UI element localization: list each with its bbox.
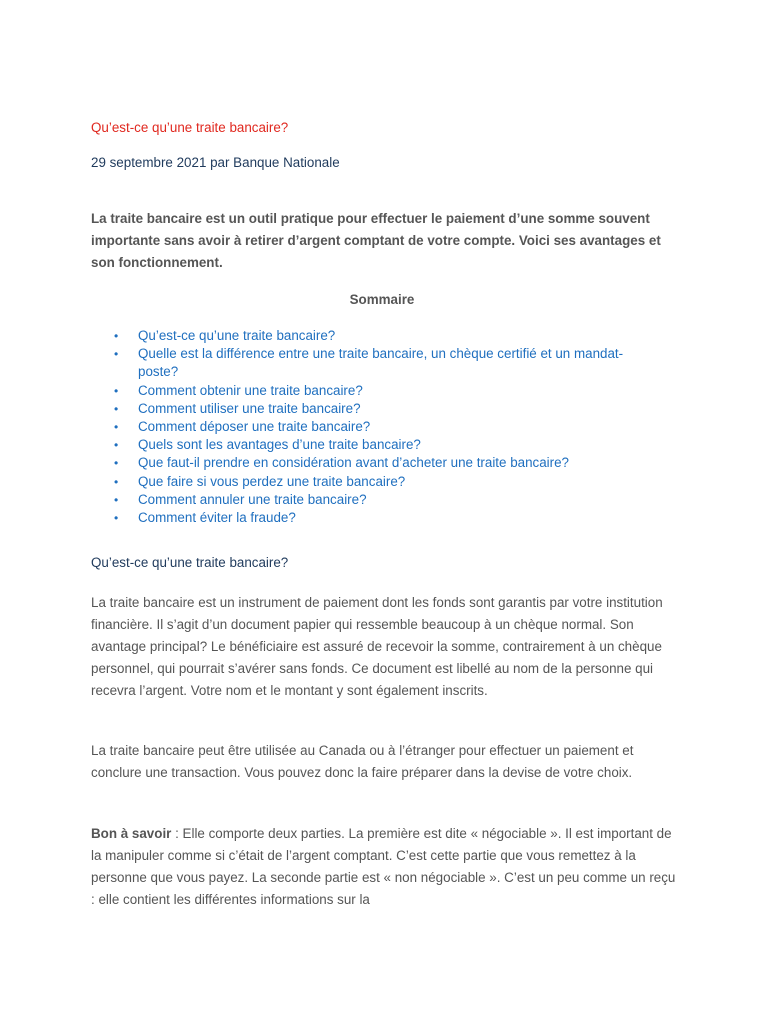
good-to-know-label: Bon à savoir	[91, 826, 172, 841]
toc-item	[91, 400, 651, 418]
toc-link[interactable]: Que faut-il prendre en considération avant d’acheter une traite bancaire?	[138, 455, 570, 471]
body-paragraph-3	[91, 823, 681, 911]
bullet-icon: •	[114, 456, 119, 471]
toc-item	[91, 436, 651, 454]
toc-link[interactable]: Comment obtenir une traite bancaire?	[138, 382, 363, 398]
bullet-icon: •	[114, 492, 119, 507]
body-paragraph-1: La traite bancaire est un instrument de paiement dont les fonds sont garantis par votre institution financière. Il s’agit d’un document papier qui ressemble beaucoup à un chèque normal. Son avantage principal? Le bénéficiaire est assuré de recevoir la somme, contrairement à un chèque personnel, qui pourrait s’avérer sans fonds. Ce document est libellé au nom de la personne qui recevra l’argent. Votre nom et le montant y sont également inscrits.	[91, 595, 663, 698]
bullet-icon: •	[114, 511, 119, 526]
section-heading: Qu’est-ce qu’une traite bancaire?	[91, 555, 289, 570]
toc-item	[91, 491, 651, 509]
article-intro: La traite bancaire est un outil pratique pour effectuer le paiement d’une somme souvent importante sans avoir à retirer d’argent comptant de votre compte. Voici ses avantages et son fonctionnement.	[91, 211, 661, 270]
toc-item	[91, 382, 651, 400]
toc-link[interactable]: Qu’est-ce qu’une traite bancaire?	[138, 328, 336, 343]
bullet-icon: •	[114, 438, 119, 453]
toc-item	[91, 473, 651, 491]
bullet-icon: •	[114, 383, 119, 398]
toc-item	[91, 418, 651, 436]
summary-heading: Sommaire	[349, 292, 415, 307]
bullet-icon: •	[114, 474, 119, 489]
toc-item	[91, 509, 651, 527]
toc-item	[91, 327, 651, 345]
toc-item	[91, 345, 651, 381]
body-paragraph-2: La traite bancaire peut être utilisée au Canada ou à l’étranger pour effectuer un paiement et conclure une transaction. Vous pouvez donc la faire préparer dans la devise de votre choix.	[91, 743, 634, 780]
article-byline: 29 septembre 2021 par Banque Nationale	[91, 155, 340, 170]
article-title: Qu’est-ce qu’une traite bancaire?	[91, 120, 289, 135]
toc-link[interactable]: Comment déposer une traite bancaire?	[138, 419, 371, 435]
toc-link[interactable]: Comment éviter la fraude?	[138, 510, 296, 526]
bullet-icon: •	[114, 401, 119, 416]
toc-link[interactable]: Comment utiliser une traite bancaire?	[138, 400, 361, 416]
toc-item	[91, 454, 651, 472]
table-of-contents	[91, 327, 651, 527]
bullet-icon: •	[114, 420, 119, 435]
bullet-icon: •	[114, 329, 119, 343]
body-paragraph-3-text: : Elle comporte deux parties. La première est dite « négociable ». Il est important de la manipuler comme si c’était de l’argent comptant. C’est cette partie que vous remettez à la personne que vous payez. La seconde partie est « non négociable ». C’est un peu comme un reçu : elle contient les différentes informations sur la	[91, 826, 676, 907]
toc-link[interactable]: Que faire si vous perdez une traite bancaire?	[138, 473, 406, 489]
toc-link[interactable]: Quelle est la différence entre une traite bancaire, un chèque certifié et un mandat-poste?	[138, 346, 624, 380]
toc-link[interactable]: Comment annuler une traite bancaire?	[138, 491, 367, 507]
bullet-icon: •	[114, 347, 119, 362]
toc-link[interactable]: Quels sont les avantages d’une traite bancaire?	[138, 437, 421, 453]
